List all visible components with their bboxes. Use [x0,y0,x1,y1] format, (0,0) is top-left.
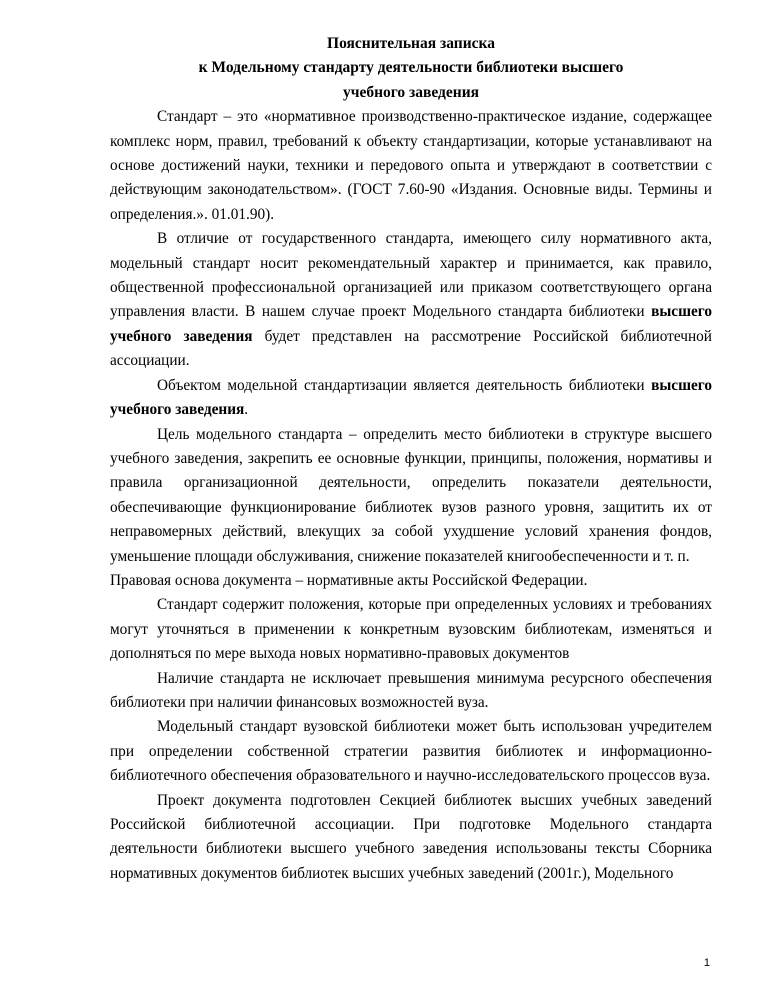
paragraph-object-bold: высшего учебного заведения [110,376,712,419]
paragraph-definition: Стандарт – это «нормативное производственно-практическое издание, содержащее комплекс норм, правил, требований к объекту стандартизации, которые устанавливают на основе достижений науки, техники и передового опыта и утверждают в соответствии с действующим законодательством». (ГОСТ 7.60-90 «Издания. Основные виды. Термины и определения.». 01.01.90). [110,108,712,223]
paragraph-legal-basis: Правовая основа документа – нормативные акты Российской Федерации. [110,571,588,589]
page-number: 1 [703,957,710,969]
paragraph-model-standard [110,227,712,373]
paragraph-model-standard-bold: высшего учебного заведения [110,303,712,345]
paragraph-object-text-a: Объектом модельной стандартизации является деятельность библиотеки [157,376,652,394]
paragraph-usage: Модельный стандарт вузовской библиотеки может быть использован учредителем при определении собственной стратегии развития библиотек и информационно-библиотечного обеспечения образовательного и научно-исследовательского процессов вуза. [110,718,712,785]
paragraph-model-standard-text-c: будет представлен на рассмотрение Российской библиотечной ассоциации. [110,327,712,370]
paragraph-resources: Наличие стандарта не исключает превышения минимума ресурсного обеспечения библиотеки при наличии финансовых возможностей вуза. [110,669,712,711]
paragraph-goal: Цель модельного стандарта – определить место библиотеки в структуре высшего учебного заведения, закрепить ее основные функции, принципы, положения, нормативы и правила организационной деятельности, определить показатели деятельности, обеспечивающие функционирование библиотек вузов разного уровня, защитить их от неправомерных действий, влекущих за собой ухудшение условий хранения фондов, уменьшение площади обслуживания, снижение показателей книгообеспеченности и т. п. [110,425,712,565]
title-line-1: Пояснительная записка [327,35,495,52]
paragraph-object-text-c: . [244,401,249,419]
title-line-3: учебного заведения [342,83,480,101]
paragraph-preparation: Проект документа подготовлен Секцией библиотек высших учебных заведений Российской библиотечной ассоциации. При подготовке Модельного стандарта деятельности библиотеки высшего учебного заведения использованы тексты Сборника нормативных документов библиотек высших учебных заведений (2001г.), Модельного [110,791,712,882]
paragraph-model-standard-text-a: В отличие от государственного стандарта, имеющего силу нормативного акта, модельный стандарт носит рекомендательный характер и принимается, как правило, общественной профессиональной организацией или приказом соответствующего органа управления власти. В нашем случае проект Модельного стандарта библиотеки [110,230,712,321]
title-line-2: к Модельному стандарту деятельности библиотеки высшего [198,59,624,77]
paragraph-provisions: Стандарт содержит положения, которые при определенных условиях и требованиях могут уточняться в применении к конкретным вузовским библиотекам, изменяться и дополняться по мере выхода новых нормативно-правовых документов [110,596,712,663]
paragraph-object [110,374,712,423]
